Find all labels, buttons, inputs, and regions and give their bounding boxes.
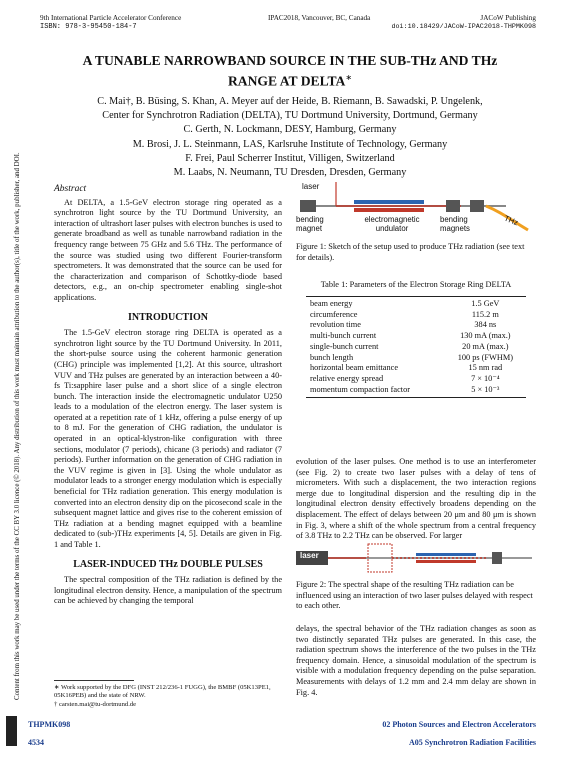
author-line-2: Center for Synchrotron Radiation (DELTA), TU Dortmund University, Dortmund, Germany	[102, 110, 478, 122]
cc-logo	[6, 716, 17, 746]
title-footnote-mark: ∗	[345, 73, 353, 82]
laser-heading: LASER-INDUCED THz DOUBLE PULSES	[73, 558, 263, 570]
author-line-3: C. Gerth, N. Lockmann, DESY, Hamburg, Germany	[183, 124, 397, 136]
author-block	[40, 95, 540, 180]
parameter-name: momentum compaction factor	[310, 384, 410, 394]
parameter-value: 100 ps (FWHM)	[457, 352, 513, 362]
footer-page-number: 4534	[28, 738, 44, 747]
parameter-value: 20 mA (max.)	[462, 341, 509, 351]
table-row	[306, 310, 526, 321]
table-row	[306, 342, 526, 353]
header-publisher: JACoW Publishing	[480, 14, 536, 22]
author-line-1: C. Mai†, B. Büsing, S. Khan, A. Meyer auf der Heide, B. Riemann, B. Sawadski, P. Ungelenk,	[97, 96, 483, 107]
table-row	[306, 385, 526, 396]
header-isbn: ISBN: 978-3-95450-184-7	[40, 23, 137, 31]
abstract-heading: Abstract	[54, 184, 87, 194]
fig1-bending-label-2: bending magnets	[440, 215, 470, 233]
figure-2	[296, 538, 536, 578]
figure-2-caption: Figure 2: The spectral shape of the resulting THz radiation can be influenced using an interaction of two laser pulses delayed with respect to each other.	[296, 580, 533, 611]
header-ipac: IPAC2018, Vancouver, BC, Canada	[268, 14, 371, 22]
left-column	[54, 184, 282, 607]
parameter-value: 1.5 GeV	[471, 299, 500, 308]
table-row	[306, 299, 526, 310]
title-line-1: A TUNABLE NARROWBAND SOURCE IN THE SUB-THz AND THz	[82, 53, 498, 68]
fig1-undulator-label: electromagnetic undulator	[364, 215, 420, 233]
parameter-value: 7 × 10⁻⁴	[471, 373, 500, 383]
table-row	[306, 363, 526, 374]
footnote-rule	[54, 680, 134, 681]
author-line-6: M. Laabs, N. Neumann, TU Dresden, Dresden, Germany	[173, 167, 407, 179]
figure-1-caption: Figure 1: Sketch of the setup used to produce THz radiation (see text for details).	[296, 242, 525, 262]
parameter-name: bunch length	[310, 352, 354, 362]
licence-sidebar	[4, 20, 21, 700]
intro-heading: INTRODUCTION	[127, 311, 208, 323]
parameter-name: relative energy spread	[310, 373, 384, 383]
parameter-name: circumference	[310, 309, 358, 319]
footnote-2: † carsten.mai@tu-dortmund.de	[54, 700, 137, 708]
parameter-name: multi-bunch current	[310, 331, 377, 341]
title-line-2: RANGE AT DELTA	[227, 73, 346, 89]
interferometer-diagram	[296, 538, 536, 578]
parameter-value: 115.2 m	[471, 309, 499, 319]
fig1-laser-label: laser	[302, 182, 320, 191]
right-text-1	[296, 457, 536, 542]
parameter-name: single-bunch current	[310, 341, 379, 351]
parameter-value: 384 ns	[474, 320, 497, 330]
parameter-name: beam energy	[310, 299, 353, 308]
header-doi: doi:10.18429/JACoW-IPAC2018-THPMK098	[391, 23, 536, 31]
right-text-2	[296, 624, 536, 698]
footer-paper-id: THPMK098	[28, 720, 71, 729]
parameter-name: horizontal beam emittance	[310, 363, 399, 373]
parameter-value: 5 × 10⁻³	[471, 384, 500, 394]
abstract-text: At DELTA, a 1.5-GeV electron storage ring operated as a synchrotron light source by the TU Dortmund University, an interaction of ultrashort laser pulses with electron bunches is used to generate broadband as well as tunable narrowband radiation in the frequency range between 75 GHz and 5.6 THz. The performance of the source was studied using two different Fourier-transform spectrometers. It was demonstrated that the source can be used for the characterization and comparison of Schottky-diode based detectors, e.g., an on-chip spectrometer enabling single-shot applications.	[54, 197, 282, 302]
parameter-table-box	[306, 296, 526, 398]
header-conference: 9th International Particle Accelerator Conference	[40, 14, 182, 22]
table-row	[306, 331, 526, 342]
fig2-magnet	[492, 552, 502, 564]
footnote-1: ∗ Work supported by the DFG (INST 212/236-1 FUGG), the BMBF (05K13PE1, 05K16PEB) and the state of NRW.	[54, 684, 271, 700]
bending-magnet-1	[300, 200, 316, 212]
table-1-caption: Table 1: Parameters of the Electron Storage Ring DELTA	[320, 280, 512, 289]
laser-text: The spectral composition of the THz radiation is defined by the longitudinal electron density. Hence, a manipulation of the spectrum can be achieved by changing the temporal	[54, 575, 282, 606]
paper-title	[40, 52, 540, 90]
bending-magnet-2	[446, 200, 460, 212]
fig2-undulator-bottom	[416, 560, 476, 563]
intro-text: The 1.5-GeV electron storage ring DELTA is operated as a synchrotron light source by the TU Dortmund University. In 2011, the short-pulse source using the coherent harmonic generation (CHG) principle was implemented [1,2]. At this source, ultrashort VUV and THz pulses are generated by an interaction between a 40-fs Ti:sapphire laser pulse and a short slice of a single electron bunch. The interaction inside the electromagnetic undulator U250 leads to a modulation of the electron energy. The laser system is operated at a repetition rate of 1 kHz, offering a pulse energy of up to 8 mJ. For the generation of CHG radiation, the undulator is operated in an optical-klystron-like configuration with three sections, modulator (7 periods), chicane (3 periods) and radiator (7 periods). Further information on the generation of CHG radiation in the VUV regime is given in [3]. Using the whole undulator as modulator leads to a stronger energy modulation which is especially beneficial for THz radiation generation. This energy modulation is converted into an electron density dip on the picosecond scale in the subsequent magnet lattice and gives rise to the coherent emission of THz radiation at a bending magnet equipped with a beamline dedicated to (sub-)THz experiments [4, 5]. Details are given in Fig. 1 and Table 1.	[54, 328, 282, 549]
fig2-undulator-top	[416, 553, 476, 556]
table-row	[306, 320, 526, 331]
footer-subtrack: A05 Synchrotron Radiation Facilities	[408, 738, 536, 747]
figure-1	[296, 180, 536, 238]
fig2-laser-label: laser	[300, 551, 319, 560]
table-row	[306, 353, 526, 364]
parameter-value: 130 mA (max.)	[460, 331, 511, 341]
parameter-name: revolution time	[310, 320, 361, 330]
parameter-table	[306, 299, 526, 395]
footnotes	[54, 684, 282, 709]
table-row	[306, 374, 526, 385]
author-line-4: M. Brosi, J. L. Steinmann, LAS, Karlsruhe Institute of Technology, Germany	[132, 138, 448, 150]
licence-text: Content from this work may be used under the terms of the CC BY 3.0 licence (© 2018). Any distribution of this work must maintain attribution to the author(s), title of the work, publisher, and DOI.	[14, 152, 21, 700]
parameter-value: 15 nm rad	[468, 363, 503, 373]
right-para-2: delays, the spectral behavior of the THz radiation changes as soon as two distinctly separated THz pulses are generated. In this case, the radiation spectrum shows the interference of the two pulses in the THz frequency domain. Hence, a sinusoidal modulation of the spectrum is visible with a modulation frequency depending on the pulse separation. Measurements with delays of 1.2 mm and 2.4 mm delay are shown in Fig. 4.	[296, 624, 536, 697]
author-line-5: F. Frei, Paul Scherrer Institut, Villigen, Switzerland	[185, 152, 395, 164]
footer-track: 02 Photon Sources and Electron Accelerators	[382, 720, 536, 729]
fig1-bending-label-1: bending magnet	[296, 215, 324, 233]
fig1-thz-label: THz	[502, 213, 520, 228]
right-para-1: evolution of the laser pulses. One method is to use an interferometer (see Fig. 2) to create two laser pulses with a delay of tens of micrometers. With such a displacement, the two interaction regions merge due to longitudinal dispersion and the resulting dip in the longitudinal electron density effectively broadens depending on the displacement. The effect of delays between 20 μm and 80 μm is shown in Fig. 3, where a shift of the whole spectrum from a central frequency of 3.8 THz to 2.2 THz can be observed. For larger	[296, 457, 536, 541]
bending-magnet-3	[470, 200, 484, 212]
